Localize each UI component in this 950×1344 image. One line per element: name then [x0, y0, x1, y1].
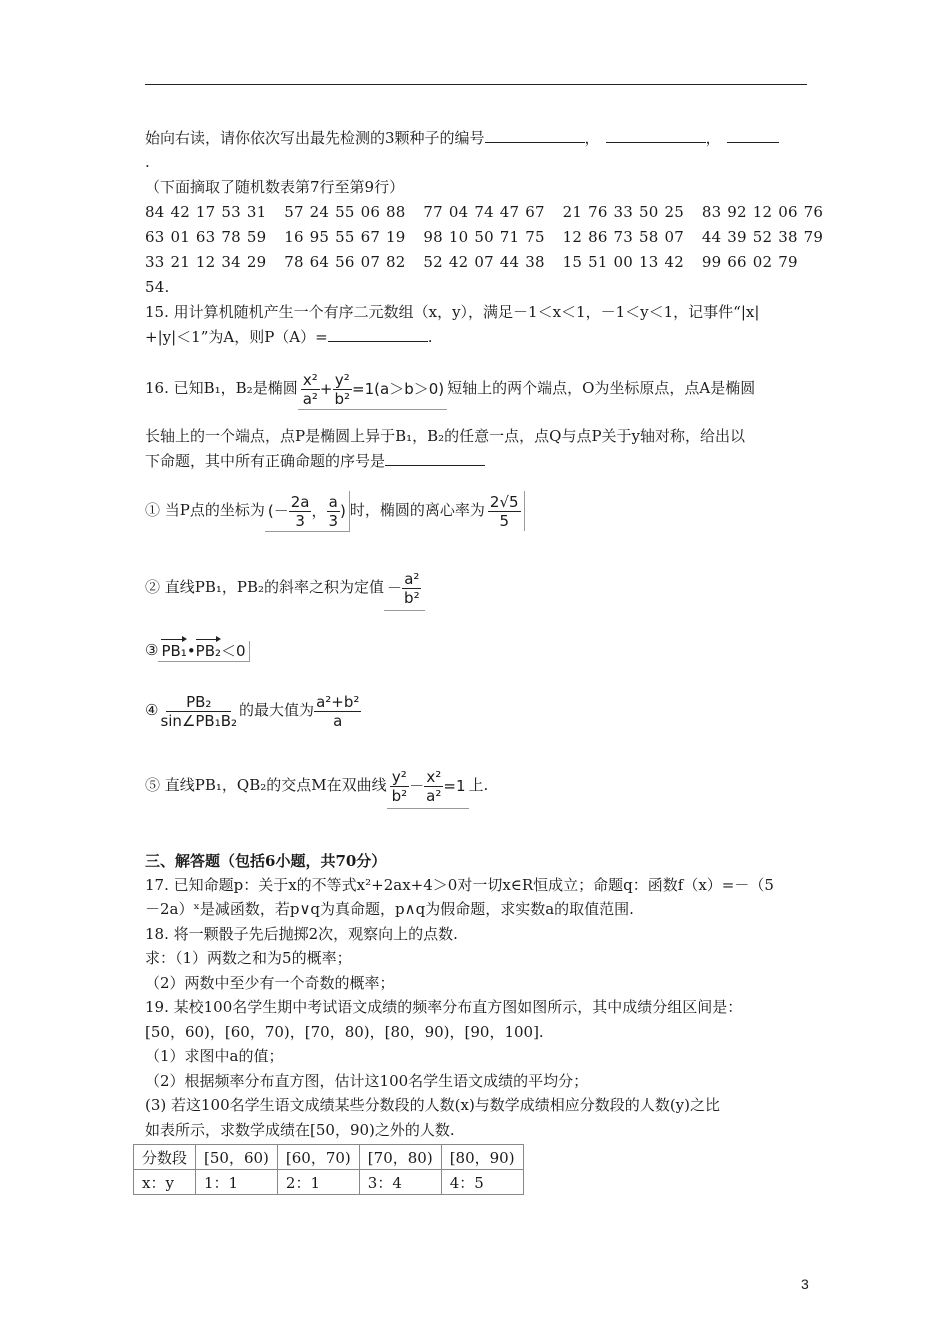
hyperbola-equation: $\frac{\text{y²}}{\text{b²}}$ － $\frac{\text{x²}}{\text{a²}}$ =1 [387, 764, 469, 809]
q18-line2: 求：（1）两数之和为5的概率； [145, 949, 352, 967]
answer-blank-3 [727, 128, 779, 143]
ratio-table [133, 1144, 524, 1195]
q18-line3: （2）两数中至少有一个奇数的概率； [145, 974, 395, 992]
eccentricity-value: $\frac{2√5}{5}$ [485, 491, 525, 531]
table-cell: [70，80) [359, 1145, 441, 1170]
header-rule [145, 84, 807, 85]
table-cell: 分数段 [134, 1145, 196, 1170]
answer-blank-2 [606, 128, 706, 143]
q16-line2: 长轴上的一个端点，点P是椭圆上异于B₁，B₂的任意一点，点Q与点P关于y轴对称，给出以 [145, 427, 746, 445]
max-value-fraction: $\frac{\text{a²+b²}}{a}$ [316, 692, 360, 730]
slope-product-value: － $\frac{\text{a²}}{\text{b²}}$ [384, 566, 425, 611]
table-row-header [134, 1145, 524, 1170]
q14-dot: . [145, 153, 150, 171]
random-table-row-9: 33 21 12 34 29 78 64 56 07 82 52 42 07 44 38 15 51 00 13 42 99 66 02 79 [145, 253, 798, 271]
q14-note: （下面摘取了随机数表第7行至第9行） [145, 178, 405, 196]
table-cell: 2：1 [277, 1170, 359, 1195]
random-table-row-tail: 54. [145, 278, 170, 296]
answer-blank-q15 [328, 327, 428, 342]
table-row [134, 1170, 524, 1195]
q14-line1: 始向右读，请你依次写出最先检测的3颗种子的编号 ， ， [145, 128, 779, 148]
q16-line1: 16. 已知B₁，B₂是椭圆 $\frac{\text{x²}}{\text{a²}}$ + $\frac{\text{y²}}{\text{b²}}$ =1(a＞b＞0) 短轴上的两个端点，O为坐标原点，点A是椭圆 [145, 370, 756, 408]
q16-statement-4: ④ $\frac{\text{PB₂}}{\text{sin∠PB₁B₂}}$ 的最大值为 $\frac{\text{a²+b²}}{a}$ [145, 692, 360, 730]
table-cell: [60，70) [277, 1145, 359, 1170]
random-table-row-7: 84 42 17 53 31 57 24 55 06 88 77 04 74 47 67 21 76 33 50 25 83 92 12 06 76 [145, 203, 824, 221]
table-cell: x：y [134, 1170, 196, 1195]
answer-blank-q16 [385, 451, 485, 466]
q16-statement-1: ① 当P点的坐标为 (－ $\frac{2a}{3}$ ， $\frac{a}{3}$ ) 时，椭圆的离心率为 $\frac{2√5}{5}$ [145, 490, 525, 532]
q16-statement-3: ③ PB₁•PB₂＜0 [145, 640, 250, 662]
vector-dot-product: PB₁•PB₂＜0 [158, 641, 249, 662]
ratio-fraction: $\frac{\text{PB₂}}{\text{sin∠PB₁B₂}}$ [160, 692, 238, 730]
q16-line3: 下命题，其中所有正确命题的序号是 [145, 451, 485, 471]
q19-line4: （2）根据频率分布直方图，估计这100名学生语文成绩的平均分； [145, 1072, 589, 1090]
table-cell: [50，60) [196, 1145, 278, 1170]
q19-line1: 19. 某校100名学生期中考试语文成绩的频率分布直方图如图所示，其中成绩分组区间是： [145, 998, 743, 1016]
q19-line2: [50，60)，[60，70)，[70，80)，[80，90)，[90，100]. [145, 1023, 544, 1041]
q17-line1: 17. 已知命题p：关于x的不等式x²+2ax+4＞0对一切x∈R恒成立；命题q：函数f（x）=－（5 [145, 876, 774, 894]
q16-statement-2: ② 直线PB₁，PB₂的斜率之积为定值 － $\frac{\text{a²}}{\text{b²}}$ [145, 565, 425, 611]
table-cell: 4：5 [441, 1170, 523, 1195]
q16-statement-5: ⑤ 直线PB₁，QB₂的交点M在双曲线 $\frac{\text{y²}}{\text{b²}}$ － $\frac{\text{x²}}{\text{a²}}$ =1 上. [145, 763, 488, 809]
q18-line1: 18. 将一颗骰子先后抛掷2次，观察向上的点数. [145, 925, 458, 943]
q17-line2: －2a）ˣ是减函数，若p∨q为真命题，p∧q为假命题，求实数a的取值范围. [145, 900, 634, 918]
page-number: 3 [801, 1276, 809, 1292]
q19-line6: 如表所示，求数学成绩在[50，90)之外的人数. [145, 1121, 455, 1139]
q19-line5: (3) 若这100名学生语文成绩某些分数段的人数(x)与数学成绩相应分数段的人数(y)之比 [145, 1096, 720, 1114]
ellipse-equation: $\frac{\text{x²}}{\text{a²}}$ + $\frac{\text{y²}}{\text{b²}}$ =1(a＞b＞0) [298, 369, 447, 410]
table-cell: 3：4 [359, 1170, 441, 1195]
table-cell: [80，90) [441, 1145, 523, 1170]
q15-line2: +|y|＜1”为A，则P（A）= . [145, 328, 433, 346]
random-table-row-8: 63 01 63 78 59 16 95 55 67 19 98 10 50 71 75 12 86 73 58 07 44 39 52 38 79 [145, 228, 824, 246]
point-p-coordinate: (－ $\frac{2a}{3}$ ， $\frac{a}{3}$ ) [265, 491, 350, 532]
q19-line3: （1）求图中a的值； [145, 1047, 284, 1065]
section-heading: 三、解答题（包括6小题，共70分） [145, 852, 387, 870]
table-cell: 1：1 [196, 1170, 278, 1195]
q15-line1: 15. 用计算机随机产生一个有序二元数组（x，y），满足－1＜x＜1，－1＜y＜1，记事件“|x| [145, 303, 760, 321]
answer-blank-1 [485, 128, 585, 143]
